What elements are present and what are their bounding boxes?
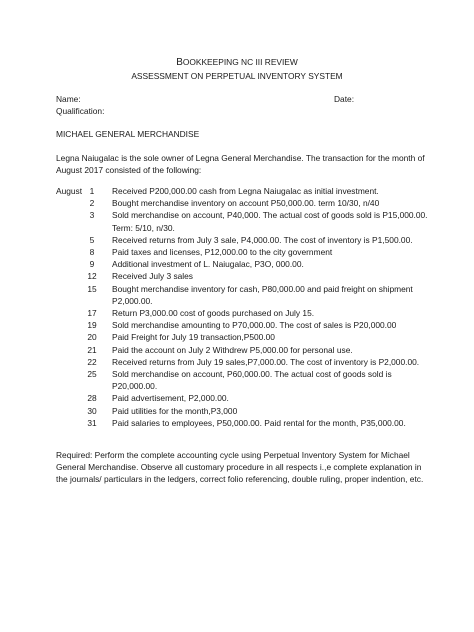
transaction-day: 9 xyxy=(89,259,95,270)
transaction-row xyxy=(56,356,436,368)
title-rest: OOKKEEPING NC III REVIEW xyxy=(182,57,298,67)
title-first-letter: B xyxy=(176,57,183,68)
transaction-day: 19 xyxy=(87,320,97,331)
transaction-row xyxy=(56,185,436,197)
transaction-row xyxy=(56,283,436,307)
transaction-text: Paid the account on July 2 Withdrew P5,000.00 for personal use. xyxy=(112,344,353,355)
transaction-day: 12 xyxy=(87,271,97,282)
transaction-list xyxy=(56,185,436,429)
transaction-row xyxy=(56,368,436,392)
transaction-text: Sold merchandise on account, P40,000. The actual cost of goods sold is P15,000.00. Term: 5/10, n/30. xyxy=(112,210,428,233)
transaction-month: August xyxy=(56,186,83,196)
transaction-day: 8 xyxy=(89,247,95,258)
transaction-row xyxy=(56,392,436,404)
transaction-day: 28 xyxy=(87,393,97,404)
transaction-day: 22 xyxy=(87,356,97,367)
document-title xyxy=(0,56,474,70)
date-label: Date: xyxy=(334,94,355,104)
transaction-text: Paid advertisement, P2,000.00. xyxy=(112,393,229,404)
transaction-row xyxy=(56,307,436,319)
transaction-row xyxy=(56,319,436,331)
transaction-row xyxy=(56,405,436,417)
transaction-day: 3 xyxy=(89,210,95,221)
transaction-day: 30 xyxy=(87,405,97,416)
transaction-text: Received returns from July 3 sale, P4,000.00. The cost of inventory is P1,500.00. xyxy=(112,234,413,245)
transaction-day: 25 xyxy=(87,369,97,380)
transaction-text: Sold merchandise amounting to P70,000.00. The cost of sales is P20,000.00 xyxy=(112,320,397,331)
transaction-text: Paid Freight for July 19 transaction,P500.00 xyxy=(112,332,275,343)
transaction-row xyxy=(56,246,436,258)
required-instructions: Required: Perform the complete accounting cycle using Perpetual Inventory System for Michael General Merchandise. Observe all customary procedure in all respects i.,e complete explanation in the journals/ particulars in the ledgers, correct folio referencing, double ruling, proper indention, etc. xyxy=(56,450,424,485)
transaction-day: 2 xyxy=(89,198,95,209)
transaction-row xyxy=(56,331,436,343)
transaction-day: 17 xyxy=(87,308,97,319)
company-name: MICHAEL GENERAL MERCHANDISE xyxy=(56,129,200,139)
transaction-day: 1 xyxy=(89,186,95,196)
transaction-day: 20 xyxy=(87,332,97,343)
qualification-label: Qualification: xyxy=(56,106,105,116)
transaction-text: Received returns from July 19 sales,P7,000.00. The cost of inventory is P2,000.00. xyxy=(112,356,420,367)
transaction-row xyxy=(56,270,436,282)
transaction-row xyxy=(56,197,436,209)
transaction-text: Bought merchandise inventory on account P50,000.00. term 10/30, n/40 xyxy=(112,198,380,209)
transaction-day: 5 xyxy=(89,234,95,245)
transaction-day: 21 xyxy=(87,344,97,355)
transaction-text: Return P3,000.00 cost of goods purchased on July 15. xyxy=(112,308,315,319)
transaction-row xyxy=(56,258,436,270)
transaction-day: 31 xyxy=(87,417,97,428)
intro-paragraph: Legna Naiugalac is the sole owner of Legna General Merchandise. The transaction for the month of August 2017 consisted of the following: xyxy=(56,153,425,176)
transaction-row xyxy=(56,344,436,356)
name-label: Name: xyxy=(56,94,81,104)
document-subtitle: ASSESSMENT ON PERPETUAL INVENTORY SYSTEM xyxy=(131,71,343,81)
transaction-text: Received P200,000.00 cash from Legna Naiugalac as initial investment. xyxy=(112,186,379,196)
transaction-row xyxy=(56,417,436,429)
transaction-day: 15 xyxy=(87,283,97,294)
transaction-row xyxy=(56,209,436,233)
transaction-text: Paid taxes and licenses, P12,000.00 to the city government xyxy=(112,247,333,258)
transaction-text: Paid utilities for the month,P3,000 xyxy=(112,405,238,416)
transaction-text: Sold merchandise on account, P60,000.00. The actual cost of goods sold is P20,000.00. xyxy=(112,369,392,392)
transaction-text: Paid salaries to employees, P50,000.00. Paid rental for the month, P35,000.00. xyxy=(112,417,406,428)
transaction-text: Additional investment of L. Naiugalac, P3O, 000.00. xyxy=(112,259,304,270)
transaction-row xyxy=(56,234,436,246)
title-block xyxy=(0,56,474,84)
transaction-text: Received July 3 sales xyxy=(112,271,193,282)
transaction-text: Bought merchandise inventory for cash, P80,000.00 and paid freight on shipment P2,000.00. xyxy=(112,283,413,306)
